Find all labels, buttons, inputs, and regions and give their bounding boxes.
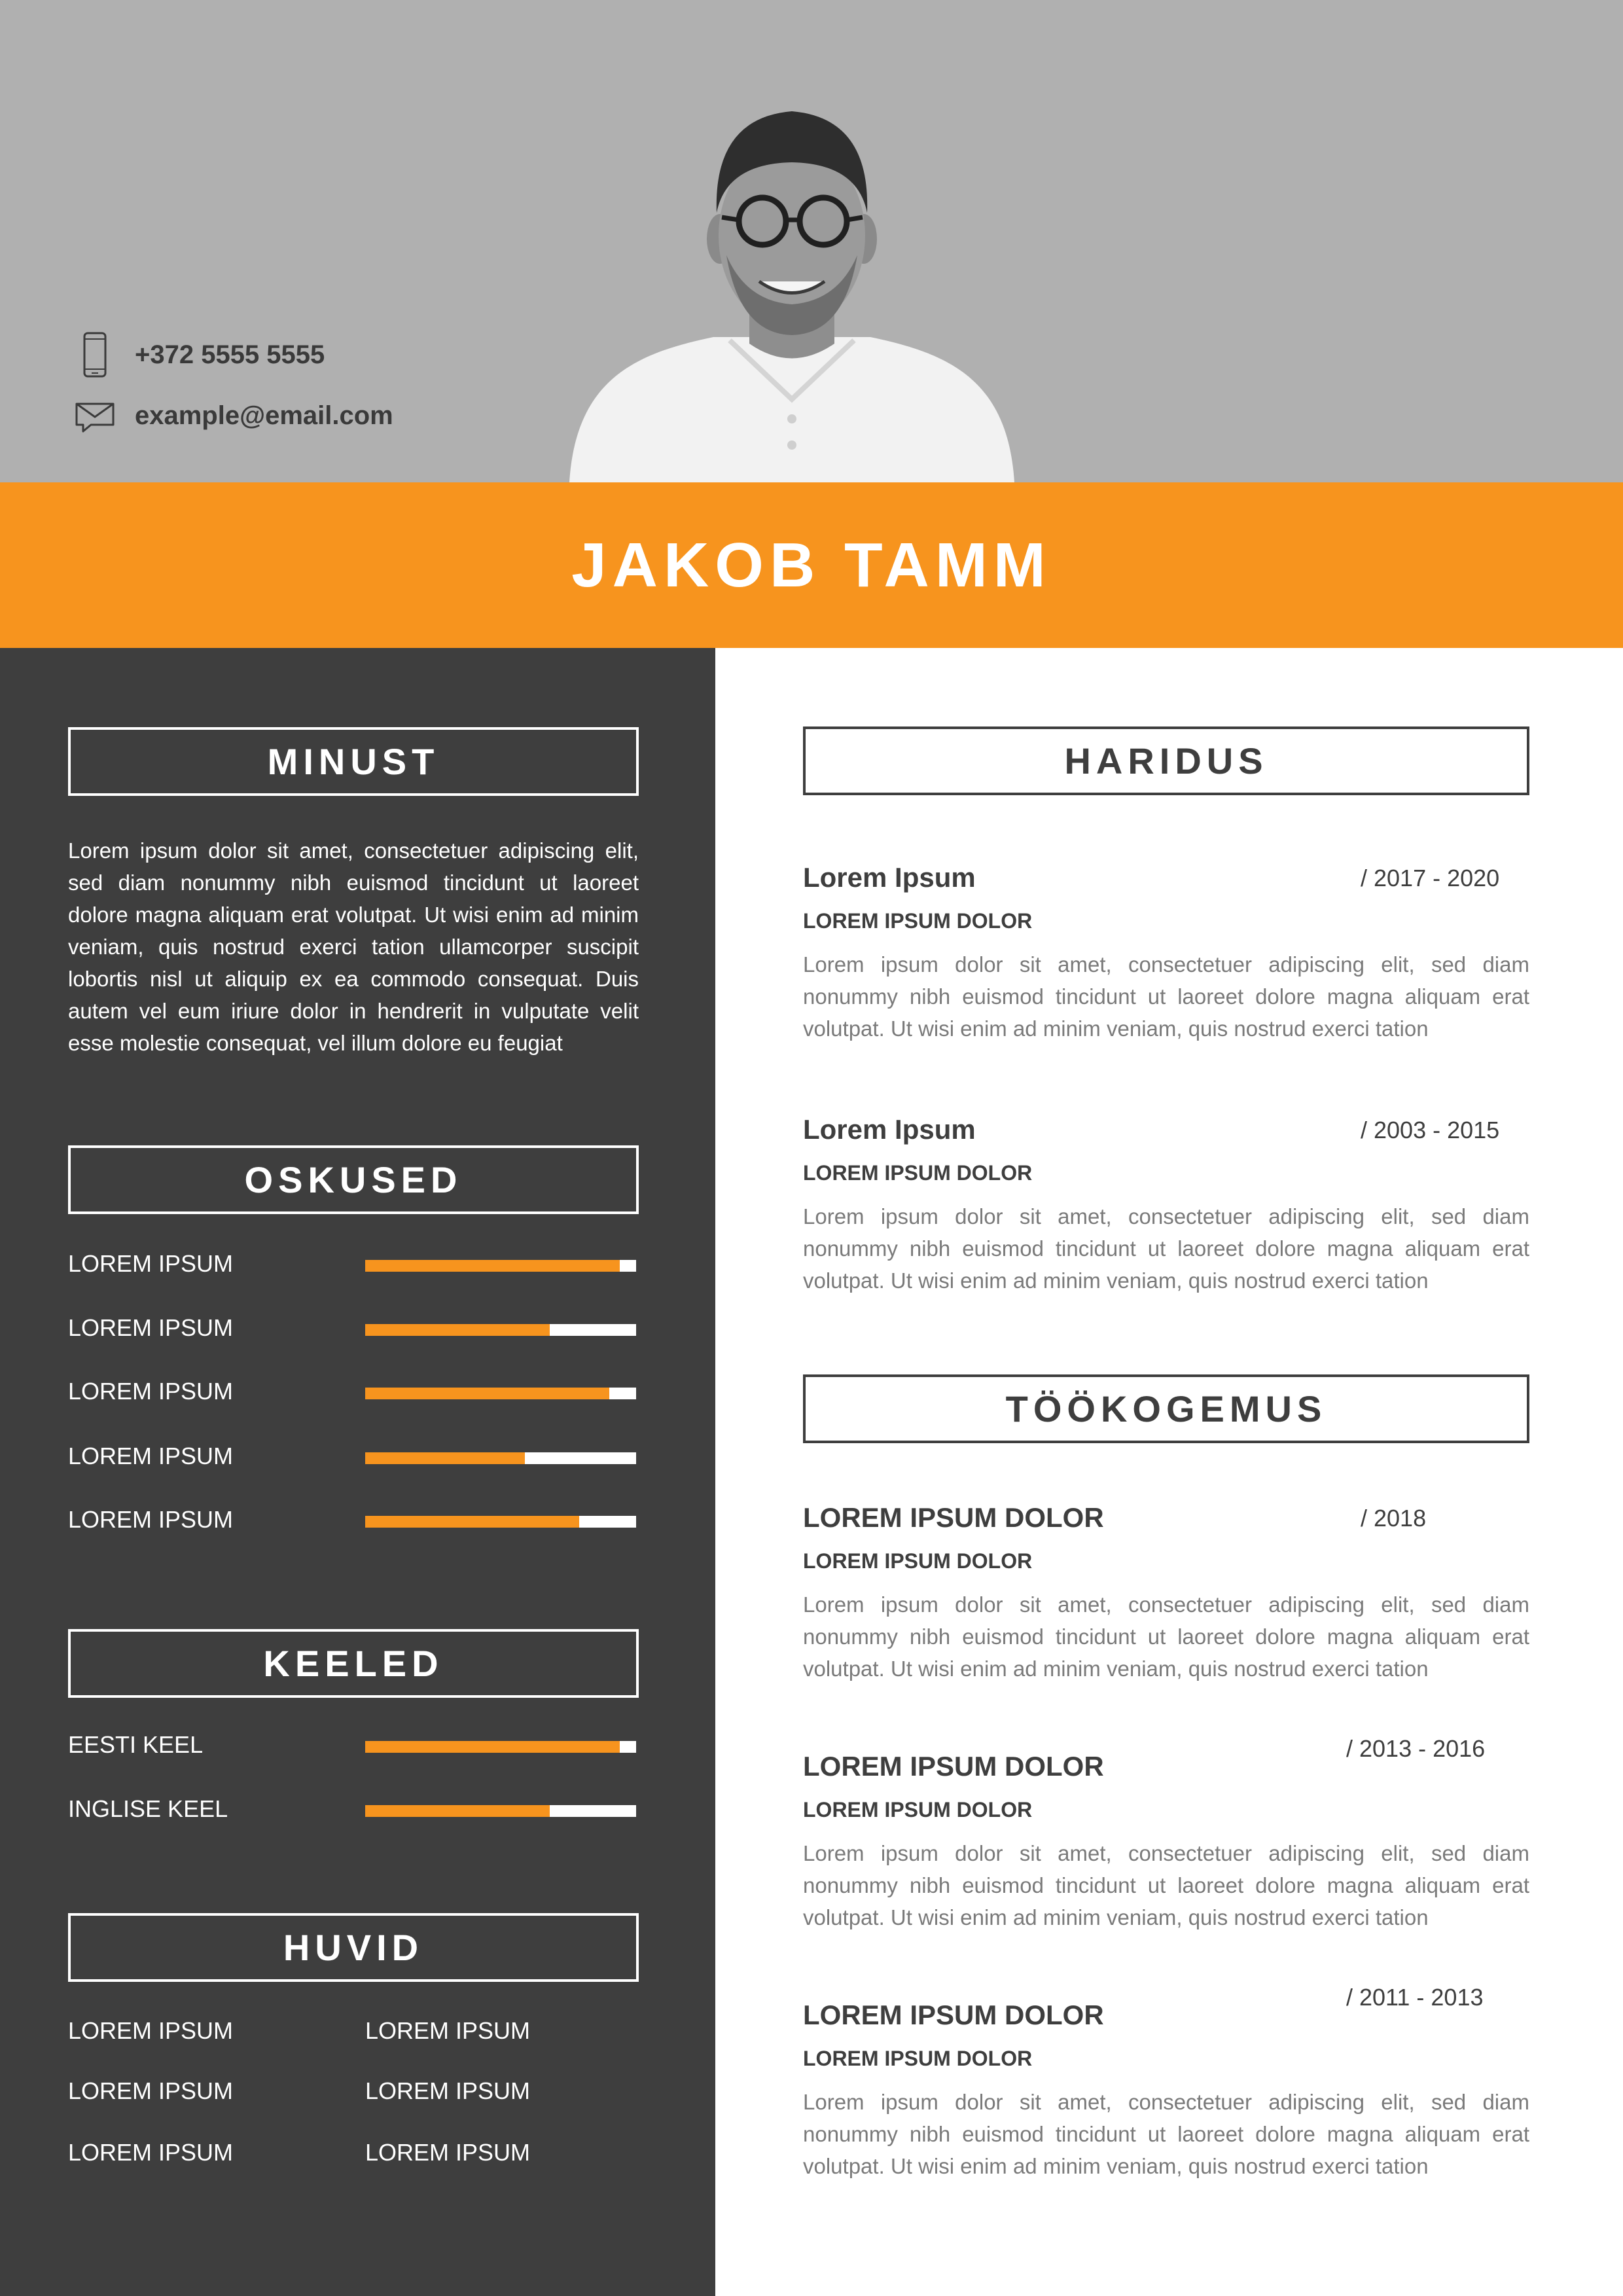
skill-row (68, 1312, 639, 1344)
skill-row (68, 1503, 639, 1536)
section-title-skills: OSKUSED (68, 1145, 639, 1214)
section-title-experience: TÖÖKOGEMUS (803, 1374, 1529, 1443)
skill-label: LOREM IPSUM (68, 1314, 234, 1341)
envelope-icon (72, 393, 118, 439)
section-title-languages: KEELED (68, 1629, 639, 1698)
section-title-education: HARIDUS (803, 726, 1529, 795)
skill-bar (365, 1324, 636, 1336)
skill-label: LOREM IPSUM (68, 1378, 234, 1405)
skill-label: LOREM IPSUM (68, 1250, 234, 1277)
language-label: EESTI KEEL (68, 1731, 204, 1758)
section-title-hobbies: HUVID (68, 1913, 639, 1982)
skill-bar-fill (365, 1516, 579, 1528)
left-column (0, 648, 715, 2296)
hobby-item: LOREM IPSUM (365, 2139, 531, 2166)
hobby-item: LOREM IPSUM (365, 2077, 531, 2104)
hobby-item: LOREM IPSUM (68, 2017, 234, 2044)
skill-bar-fill (365, 1260, 620, 1272)
language-bar (365, 1805, 636, 1817)
right-column (715, 648, 1623, 2296)
language-bar (365, 1741, 636, 1753)
entry-years: / 2017 - 2020 (1361, 865, 1500, 891)
entry-description: Lorem ipsum dolor sit amet, consectetuer adipiscing elit, sed diam nonummy nibh euismod tincidunt ut laoreet dolore magna aliquam erat volutpat. Ut wisi enim ad minim veniam, quis nostrud exerci tation (803, 1841, 1529, 1929)
entry-years: / 2011 - 2013 (1346, 1984, 1484, 2011)
language-bar-fill (365, 1805, 550, 1817)
skill-bar-fill (365, 1324, 550, 1336)
about-text: Lorem ipsum dolor sit amet, consectetuer adipiscing elit, sed diam nonummy nibh euismod tincidunt ut laoreet dolore magna aliquam erat volutpat. Ut wisi enim ad minim veniam, quis nostrud exerci tation ullamcorper suscipit lobortis nisl ut aliquip ex ea commodo consequat. Duis autem vel eum iriure dolor in hendrerit in vulputate velit esse molestie consequat, vel illum dolore eu feugiat (68, 838, 639, 1055)
entry-years: / 2018 (1361, 1505, 1427, 1532)
entry-title: LOREM IPSUM DOLOR (803, 2000, 1104, 2030)
entry-title: Lorem Ipsum (803, 862, 976, 893)
entry-years: / 2003 - 2015 (1361, 1117, 1500, 1143)
entry-description: Lorem ipsum dolor sit amet, consectetuer adipiscing elit, sed diam nonummy nibh euismod tincidunt ut laoreet dolore magna aliquam erat volutpat. Ut wisi enim ad minim veniam, quis nostrud exerci tation (803, 1204, 1529, 1293)
entry-subtitle: LOREM IPSUM DOLOR (803, 909, 1033, 933)
email-row (72, 393, 393, 439)
hobby-item: LOREM IPSUM (68, 2077, 234, 2104)
language-row (68, 1729, 639, 1761)
skill-row (68, 1375, 639, 1408)
phone-icon (72, 332, 118, 378)
phone-row (72, 332, 325, 378)
skill-bar (365, 1388, 636, 1399)
portrait-photo (563, 92, 1021, 482)
skill-bar-fill (365, 1388, 609, 1399)
language-row (68, 1793, 639, 1825)
language-bar-fill (365, 1741, 620, 1753)
name-banner (0, 482, 1623, 648)
skill-bar (365, 1452, 636, 1464)
entry-subtitle: LOREM IPSUM DOLOR (803, 1549, 1033, 1573)
hobby-item: LOREM IPSUM (365, 2017, 531, 2044)
entry-title: LOREM IPSUM DOLOR (803, 1502, 1104, 1533)
entry-description: Lorem ipsum dolor sit amet, consectetuer adipiscing elit, sed diam nonummy nibh euismod tincidunt ut laoreet dolore magna aliquam erat volutpat. Ut wisi enim ad minim veniam, quis nostrud exerci tation (803, 2090, 1529, 2178)
entry-description: Lorem ipsum dolor sit amet, consectetuer adipiscing elit, sed diam nonummy nibh euismod tincidunt ut laoreet dolore magna aliquam erat volutpat. Ut wisi enim ad minim veniam, quis nostrud exerci tation (803, 1592, 1529, 1681)
section-title-about: MINUST (68, 727, 639, 796)
full-name: JAKOB TAMM (571, 529, 1052, 600)
entry-description: Lorem ipsum dolor sit amet, consectetuer adipiscing elit, sed diam nonummy nibh euismod tincidunt ut laoreet dolore magna aliquam erat volutpat. Ut wisi enim ad minim veniam, quis nostrud exerci tation (803, 952, 1529, 1041)
entry-years: / 2013 - 2016 (1346, 1735, 1486, 1762)
entry-title: LOREM IPSUM DOLOR (803, 1751, 1104, 1782)
hobby-item: LOREM IPSUM (68, 2139, 234, 2166)
skill-label: LOREM IPSUM (68, 1443, 234, 1469)
entry-subtitle: LOREM IPSUM DOLOR (803, 1161, 1033, 1185)
skill-bar (365, 1516, 636, 1528)
skill-row (68, 1440, 639, 1473)
entry-subtitle: LOREM IPSUM DOLOR (803, 2047, 1033, 2070)
skill-bar (365, 1260, 636, 1272)
entry-title: Lorem Ipsum (803, 1114, 976, 1145)
skill-bar-fill (365, 1452, 525, 1464)
language-label: INGLISE KEEL (68, 1795, 228, 1822)
email-address[interactable]: example@email.com (135, 401, 393, 430)
skill-row (68, 1247, 639, 1280)
skill-label: LOREM IPSUM (68, 1506, 234, 1533)
header (0, 0, 1623, 482)
phone-number[interactable]: +372 5555 5555 (135, 340, 325, 369)
entry-subtitle: LOREM IPSUM DOLOR (803, 1798, 1033, 1821)
